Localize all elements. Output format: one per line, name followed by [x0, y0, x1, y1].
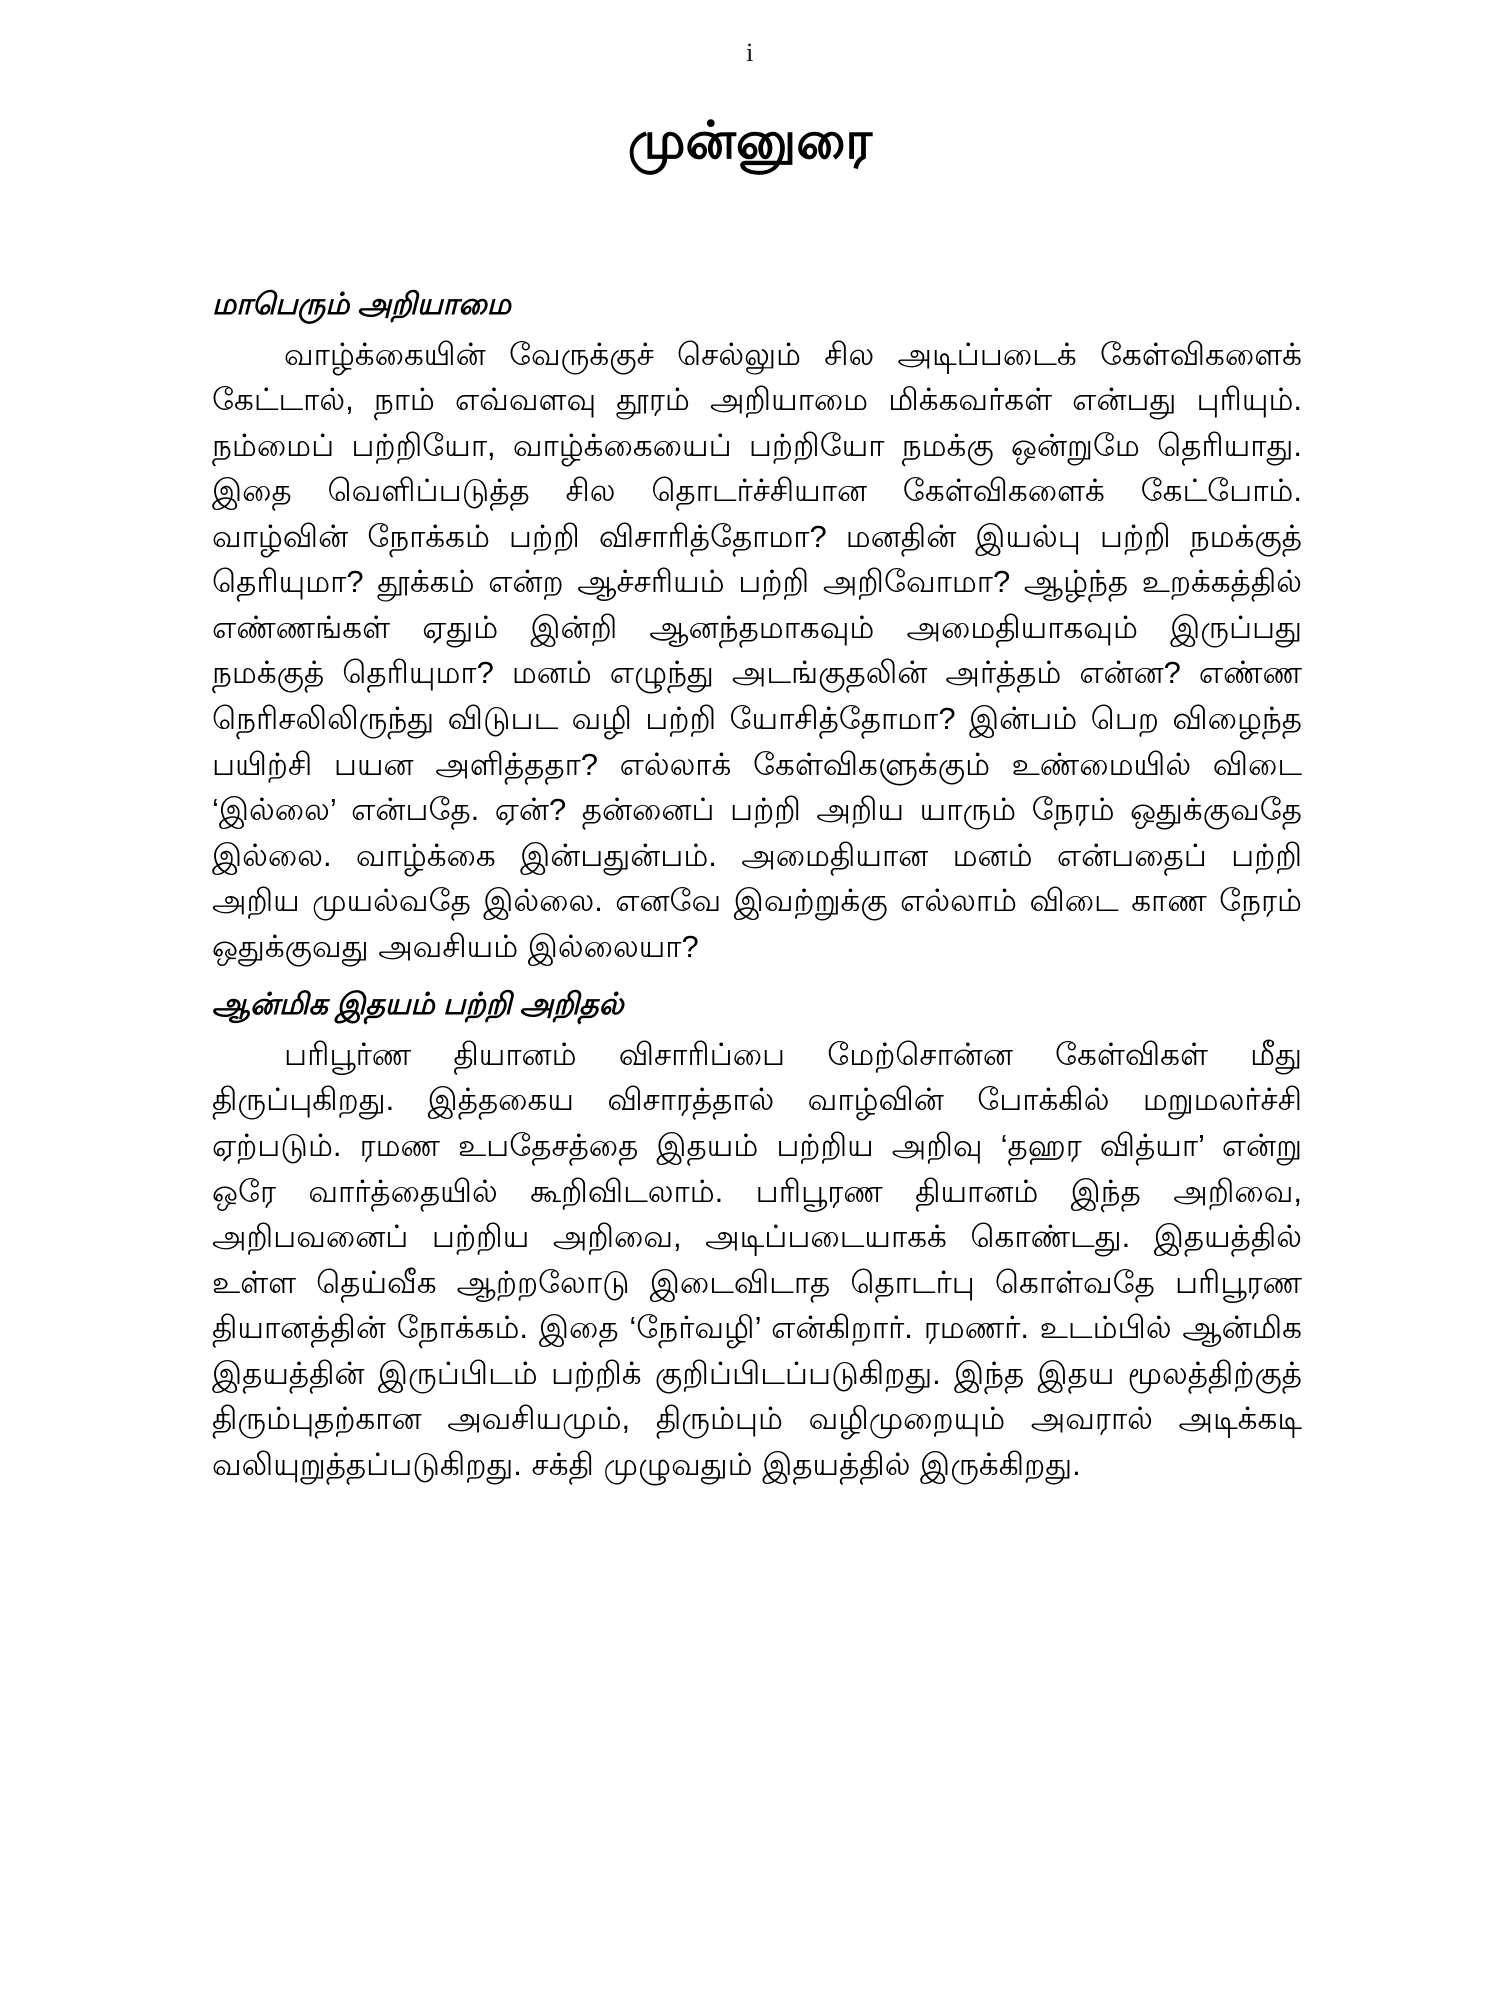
- page-content: [212, 285, 1302, 1492]
- section-heading-one: மாபெரும் அறியாமை: [212, 288, 511, 321]
- section-paragraph-two: பரிபூர்ண தியானம் விசாரிப்பை மேற்சொன்ன கேள்விகள் மீது திருப்புகிறது. இத்தகைய விசாரத்தால் வாழ்வின் போக்கில் மறுமலர்ச்சி ஏற்படும். ரமண உபதேசத்தை இதயம் பற்றிய அறிவு ‘தஹர வித்யா’ என்று ஒரே வார்த்தையில் கூறிவிடலாம். பரிபூரண தியானம் இந்த அறிவை, அறிபவனைப் பற்றிய அறிவை, அடிப்படையாகக் கொண்டது. இதயத்தில் உள்ள தெய்வீக ஆற்றலோடு இடைவிடாத தொடர்பு கொள்வதே பரிபூரண தியானத்தின் நோக்கம். இதை ‘நேர்வழி’ என்கிறார். ரமணர். உடம்பில் ஆன்மிக இதயத்தின் இருப்பிடம் பற்றிக் குறிப்பிடப்படுகிறது. இந்த இதய மூலத்திற்குத் திரும்புதற்கான அவசியமும், திரும்பும் வழிமுறையும் அவரால் அடிக்கடி வலியுறுத்தப்படுகிறது. சக்தி முழுவதும் இதயத்தில் இருக்கிறது.: [212, 1036, 1302, 1482]
- section-paragraph-one: வாழ்க்கையின் வேருக்குச் செல்லும் சில அடிப்படைக் கேள்விகளைக் கேட்டால், நாம் எவ்வளவு தூரம் அறியாமை மிக்கவர்கள் என்பது புரியும். நம்மைப் பற்றியோ, வாழ்க்கையைப் பற்றியோ நமக்கு ஒன்றுமே தெரியாது. இதை வெளிப்படுத்த சில தொடர்ச்சியான கேள்விகளைக் கேட்போம். வாழ்வின் நோக்கம் பற்றி விசாரித்தோமா? மனதின் இயல்பு பற்றி நமக்குத் தெரியுமா? தூக்கம் என்ற ஆச்சரியம் பற்றி அறிவோமா? ஆழ்ந்த உறக்கத்தில் எண்ணங்கள் ஏதும் இன்றி ஆனந்தமாகவும் அமைதியாகவும் இருப்பது நமக்குத் தெரியுமா? மனம் எழுந்து அடங்குதலின் அர்த்தம் என்ன? எண்ண நெரிசலிலிருந்து விடுபட வழி பற்றி யோசித்தோமா? இன்பம் பெற விழைந்த பயிற்சி பயன அளித்ததா? எல்லாக் கேள்விகளுக்கும் உண்மையில் விடை ‘இல்லை’ என்பதே. ஏன்? தன்னைப் பற்றி அறிய யாரும் நேரம் ஒதுக்குவதே இல்லை. வாழ்க்கை இன்பதுன்பம். அமைதியான மனம் என்பதைப் பற்றி அறிய முயல்வதே இல்லை. எனவே இவற்றுக்கு எல்லாம் விடை காண நேரம் ஒதுக்குவது அவசியம் இல்லையா?: [212, 336, 1302, 964]
- page-title: முன்னுரை: [627, 112, 873, 170]
- section-heading-two: ஆன்மிக இதயம் பற்றி அறிதல்: [212, 988, 624, 1022]
- section-block: [212, 285, 1302, 969]
- section-block: [212, 985, 1302, 1487]
- page-number: i: [746, 38, 754, 67]
